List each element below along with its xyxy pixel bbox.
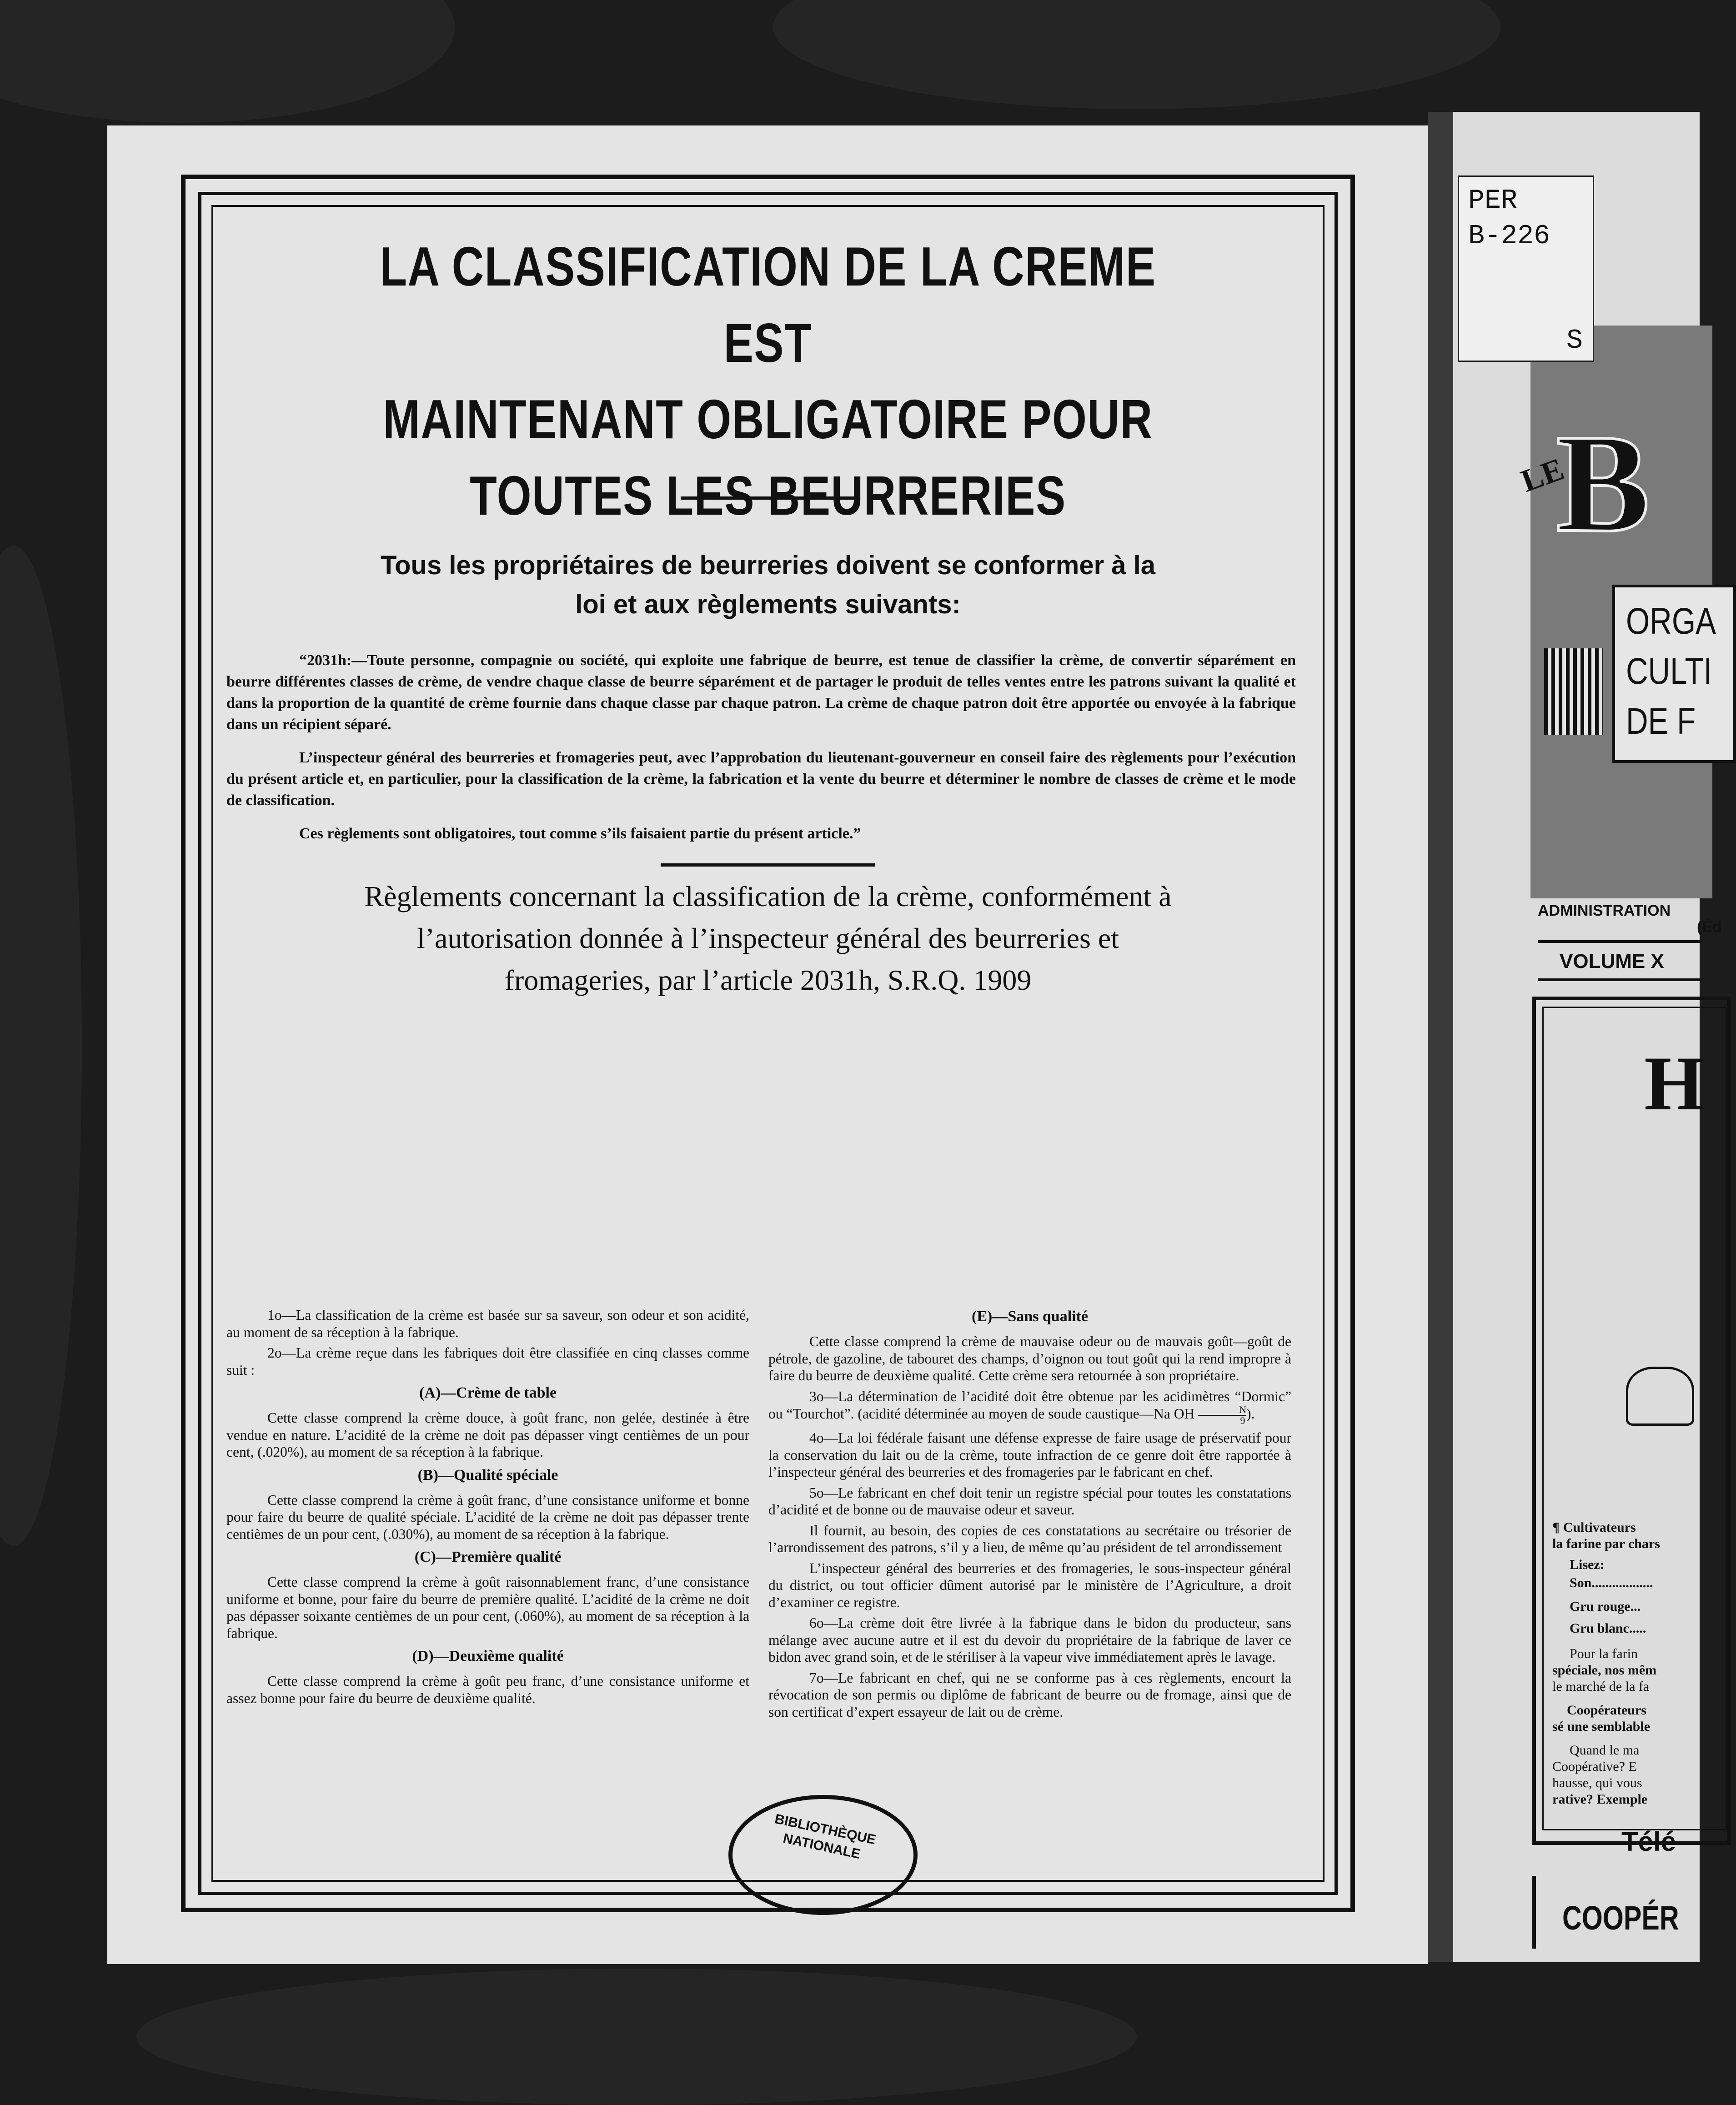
- class-b-heading: (B)—Qualité spéciale: [417, 1466, 558, 1484]
- ad-line: rative? Exemple: [1552, 1792, 1648, 1807]
- ad-line: Lisez:: [1570, 1557, 1605, 1572]
- telephone-text: Télé: [1621, 1826, 1676, 1857]
- regulations-title-3: fromageries, par l’article 2031h, S.R.Q. 1909: [504, 964, 1032, 996]
- regulations-title-2: l’autorisation donnée à l’inspecteur général des beurreries et: [416, 922, 1119, 954]
- film-background: [0, 0, 455, 123]
- class-d-text: Cette classe comprend la crème à goût peu franc, d’une consistance uniforme et assez bonne pour faire du beurre de deuxième qualité.: [226, 1673, 749, 1706]
- adjacent-page: [1453, 112, 1722, 1962]
- article-4: 4o—La loi fédérale faisant une défense expresse de faire usage de préservatif pour la conservation du lait ou de la crème, toute infraction de ce genre doit être rapportée à l’inspecteur général des beurreries et des fromageries par le fabricant en chef.: [768, 1430, 1291, 1480]
- ad-line: Gru rouge...: [1570, 1599, 1641, 1614]
- divider-rule: [1538, 940, 1701, 943]
- ad-line: sé une semblable: [1552, 1719, 1651, 1734]
- masthead-words: [1626, 596, 1716, 747]
- ad-line: le marché de la fa: [1552, 1679, 1650, 1694]
- ad-line: Gru blanc.....: [1570, 1621, 1646, 1636]
- library-stamp: [728, 1795, 918, 1915]
- quote-paragraph-1: “2031h:—Toute personne, compagnie ou société, qui exploite une fabrique de beurre, est tenue de classifier la crème, de convertir séparément en beurre différentes classes de crème, de vendre chaque classe de beurre séparément et de partager le produit de telles ventes entre les patrons suivant la qualité et dans la proportion de la quantité de crème fournie dans chaque classe par chaque patron. La crème de chaque patron doit être apportée ou envoyée à la fabrique dans un récipient séparé.: [226, 652, 1296, 733]
- film-background: [0, 546, 82, 1546]
- call-number-suffix: S: [1566, 326, 1583, 356]
- cooperative-text: COOPÉR: [1562, 1899, 1679, 1937]
- ad-line: ¶ Cultivateurs: [1552, 1520, 1636, 1535]
- class-c-text: Cette classe comprend la crème à goût raisonnablement franc, d’une consistance uniforme et bonne, pour faire du beurre de première qualité. L’acidité de la crème ne doit pas dépasser soixante centièmes de un pour cent, (.060%), au moment de sa réception à la fabrique.: [226, 1574, 749, 1641]
- film-background: [773, 0, 1500, 109]
- call-number-line-1: PER: [1468, 185, 1518, 216]
- ad-line: Son..................: [1570, 1575, 1653, 1590]
- ornament-icon: [1626, 1367, 1694, 1426]
- article-2: 2o—La crème reçue dans les fabriques doit être classifiée en cinq classes comme suit :: [226, 1345, 749, 1378]
- ad-line: Quand le ma: [1570, 1743, 1640, 1758]
- article-6: 6o—La crème doit être livrée à la fabrique dans le bidon du producteur, sans mélange avec aucune autre et il est du devoir du propriétaire de la fabrique de laver ce bidon avec grand soin, et de le stériliser à la vapeur vive immédiatement après le lavage.: [768, 1615, 1291, 1665]
- fraction-numerator: N: [1198, 1405, 1246, 1416]
- ad-line: Coopérative? E: [1552, 1759, 1637, 1774]
- article-5-copies: Il fournit, au besoin, des copies de ces constatations au secrétaire ou trésorier de l’arrondissement des patrons, s’il y a lieu, de même qu’au président de tel arrondissement: [768, 1522, 1291, 1555]
- intro-line-2: loi et aux règlements suivants:: [575, 590, 961, 619]
- article-5-inspector: L’inspecteur général des beurreries et des fromageries, le sous-inspecteur général du district, ou tout officier dûment autorisé par le ministère de l’Agriculture, a droit d’examiner ce registre.: [768, 1560, 1291, 1610]
- ad-line: Pour la farin: [1570, 1646, 1638, 1661]
- left-column: [226, 1307, 749, 1710]
- ad-line: Coopérateurs: [1567, 1703, 1646, 1718]
- headline-line-3: TOUTES LES BEURRERIES: [470, 465, 1066, 526]
- intro-line-1: Tous les propriétaires de beurreries doivent se conformer à la: [380, 551, 1156, 580]
- masthead-word-3: DE F: [1626, 701, 1696, 742]
- ad-line: spéciale, nos mêm: [1552, 1663, 1657, 1678]
- administration-text: ADMINISTRATION: [1538, 902, 1671, 919]
- fraction-denominator: 9: [1240, 1415, 1245, 1426]
- article-3-end: ).: [1246, 1406, 1255, 1422]
- call-number-label: [1458, 175, 1594, 362]
- headline-line-2: MAINTENANT OBLIGATOIRE POUR: [383, 388, 1153, 450]
- stamp-text: BIBLIOTHÈQUE NATIONALE: [773, 1811, 878, 1862]
- divider-rule: [661, 863, 875, 867]
- normality-fraction: [1198, 1405, 1246, 1426]
- masthead-word-1: ORGA: [1626, 601, 1716, 642]
- class-d-heading: (D)—Deuxième qualité: [412, 1648, 564, 1664]
- article-1: 1o—La classification de la crème est basée sur sa saveur, son odeur et son acidité, au moment de sa réception à la fabrique.: [226, 1307, 749, 1340]
- article-5: 5o—Le fabricant en chef doit tenir un registre spécial pour toutes les constatations d’acidité et de bonne ou de mauvaise odeur et saveur.: [768, 1484, 1291, 1518]
- main-page: [107, 125, 1428, 1964]
- divider-rule: [1538, 978, 1701, 981]
- class-e-heading: (E)—Sans qualité: [972, 1308, 1088, 1325]
- masthead-word-2: CULTI: [1626, 651, 1712, 692]
- regulations-title-1: Règlements concernant la classification de la crème, conformément à: [364, 880, 1172, 912]
- quote-paragraph-2: L’inspecteur général des beurreries et fromageries peut, avec l’approbation du lieutenant-gouverneur en conseil faire des règlements pour l’exécution du présent article et, en particulier, pour la classification de la crème, la fabrication et la vente du beurre et déterminer le nombre de classes de crème et le mode de classification.: [226, 749, 1296, 809]
- quote-paragraph-3: Ces règlements sont obligatoires, tout comme s’ils faisaient partie du présent article.”: [299, 825, 861, 842]
- class-b-text: Cette classe comprend la crème à goût franc, d’une consistance uniforme et bonne pour faire du beurre de qualité spéciale. L’acidité de la crème ne doit pas dépasser trente centièmes de un pour cent, (.030%), au moment de sa réception à la fabrique.: [226, 1492, 749, 1542]
- volume-text: VOLUME X: [1560, 950, 1664, 972]
- class-a-heading: (A)—Crème de table: [419, 1384, 557, 1401]
- article-3-text: 3o—La détermination de l’acidité doit être obtenue par les acidimètres “Dormic” ou “Tourchot”. (acidité déterminée au moyen de soude caustique—Na OH: [768, 1388, 1291, 1422]
- article-3: [768, 1388, 1291, 1426]
- ad-line: la farine par chars: [1552, 1536, 1660, 1551]
- class-c-heading: (C)—Première qualité: [414, 1549, 562, 1565]
- masthead-le: LE: [1516, 451, 1569, 499]
- headline-line-1: LA CLASSIFICATION DE LA CREME EST: [380, 236, 1156, 374]
- article-7: 7o—Le fabricant en chef, qui ne se conforme pas à ces règlements, encourt la révocation de son permis ou diplôme de fabricant de beurre ou de fromage, ainsi que de son certificat d’expert essayeur de lait ou de crème.: [768, 1669, 1291, 1720]
- ad-big-letter: H: [1644, 1041, 1705, 1126]
- class-a-text: Cette classe comprend la crème douce, à goût franc, non gelée, destinée à être vendue en nature. L’acidité de la crème ne doit pas dépasser vingt centièmes de un pour cent, (.020%), au moment de sa réception à la fabrique.: [226, 1410, 749, 1460]
- right-column: [768, 1307, 1291, 1724]
- edition-text: (Éd: [1697, 918, 1722, 936]
- class-e-text: Cette classe comprend la crème de mauvaise odeur ou de mauvais goût—goût de pétrole, de gazoline, de tabouret des champs, d’oignon ou tout goût qui la rend impropre à faire du beurre de deuxième qualité. Cette crème sera retournée à son propriétaire.: [768, 1333, 1291, 1383]
- notice-content: [226, 226, 1310, 1863]
- masthead-letter: B: [1556, 406, 1646, 561]
- ad-line: hausse, qui vous: [1552, 1775, 1642, 1790]
- masthead-stripes: [1544, 648, 1603, 735]
- call-number-line-2: B-226: [1468, 221, 1550, 252]
- film-background: [136, 1969, 1137, 2105]
- page-gutter: [1428, 112, 1453, 1962]
